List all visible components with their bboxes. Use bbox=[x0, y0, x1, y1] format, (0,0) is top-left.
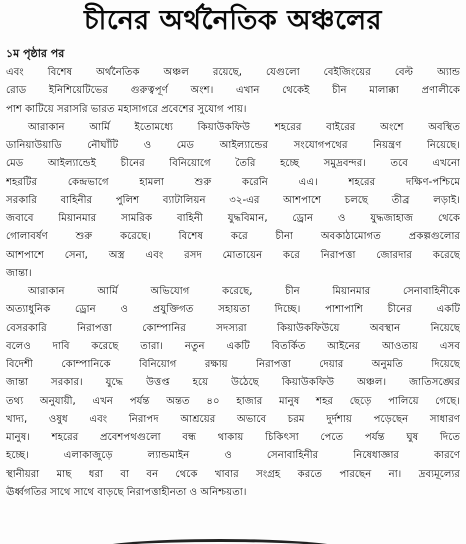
text-line: আরাকান আর্মি অভিযোগ করেছে, চীন মিয়ানমার সেনাবাহিনীকে bbox=[28, 286, 460, 297]
continued-from-label: ১ম পৃষ্ঠার পর bbox=[6, 47, 65, 60]
headline: চীনের অর্থনৈতিক অঞ্চলের bbox=[84, 5, 382, 36]
text-line: জান্তা সরকার। যুদ্ধে উত্তপ্ত হয়ে উঠেছে কিয়াউকফিউ অঞ্চল। জাতিসঙ্ঘের bbox=[6, 377, 460, 389]
next-article-edge bbox=[0, 536, 466, 544]
text-line: পাশ কাটিয়ে সরাসরি ভারত মহাসাগরে প্রবেশের সুযোগ পায়। bbox=[6, 103, 247, 115]
text-line: শহরটির কেন্দ্রভাগে হামলা শুরু করেনি এএ। শহরের দক্ষিণ-পশ্চিমে bbox=[6, 176, 460, 188]
cropped-heading-fragment bbox=[90, 539, 350, 544]
text-line: স্থানীয়রা মাছ ধরা বা বন থেকে খাবার সংগ্রহ করতে পারছেন না। দ্রব্যমূল্যের bbox=[6, 468, 460, 480]
text-line: খাদ্য, ওষুধ এবং নিরাপদ আশ্রয়ের অভাবে চরম দুর্দশায় পড়েছেন সাধারণ bbox=[6, 413, 460, 425]
text-line: এবং বিশেষ অর্থনৈতিক অঞ্চল রয়েছে, যেগুলো বেইজিংয়ের বেল্ট অ্যান্ড bbox=[6, 67, 460, 78]
text-line: সরকারি বাহিনীর পুলিশ ব্যাটালিয়ন ৩২-এর আশপাশে চলছে তীব্র লড়াই। bbox=[6, 194, 460, 206]
text-line: ঊর্ধ্বগতির সাথে সাথে বাড়ছে নিরাপত্তাহীনতা ও অনিশ্চয়তা। bbox=[6, 486, 247, 498]
paragraph-1 bbox=[6, 64, 460, 119]
text-line: মেড আইল্যান্ডেই চীনের বিনিয়োগে তৈরি হচ্ছে সমুদ্রবন্দর। তবে এখনো bbox=[6, 158, 460, 170]
text-line: তথ্য অনুযায়ী, এখন পর্যন্ত অন্তত ৪০ হাজার মানুষ শহর ছেড়ে পালিয়ে গেছে। bbox=[6, 395, 460, 407]
text-line: ডানিয়াউয়াডি নৌঘাঁটি ও মেড আইল্যান্ডের সংযোগপথের নিয়ন্ত্রণ নিয়েছে। bbox=[6, 140, 460, 151]
paragraph-2 bbox=[6, 119, 460, 283]
text-line: অত্যাধুনিক ড্রোন ও প্রযুক্তিগত সহায়তা দিচ্ছে। পাশাপাশি চীনের একটি bbox=[6, 304, 460, 316]
text-line: মানুষ। শহরের প্রবেশপথগুলো বন্ধ থাকায় চিকিৎসা পেতে পর্যন্ত ঘুষ দিতে bbox=[6, 432, 460, 443]
text-line: বেসরকারি নিরাপত্তা কোম্পানির সদস্যরা কিয়াউকফিউয়ে অবস্থান নিয়েছে bbox=[6, 322, 460, 334]
text-line: জান্তা। bbox=[6, 267, 32, 279]
text-line: আরাকান আর্মি ইতোমধ্যে কিয়াউকফিউ শহরের বাইরের অংশে অবস্থিত bbox=[28, 121, 460, 133]
text-line: রোড ইনিশিয়েটিভের গুরুত্বপূর্ণ অংশ। এখান থেকেই চীন মালাক্কা প্রণালীকে bbox=[6, 85, 460, 97]
text-line: গোলাবর্ষণ শুরু করেছে। বিশেষ করে চীনা অবকাঠামোগত প্রকল্পগুলোর bbox=[6, 231, 460, 243]
article-body bbox=[6, 64, 460, 502]
text-line: জবাবে মিয়ানমার সামরিক বাহিনী যুদ্ধবিমান, ড্রোন ও যুদ্ধজাহাজ থেকে bbox=[6, 213, 460, 224]
text-line: বিদেশী কোম্পানিকে বিনিয়োগ রক্ষায় নিরাপত্তা দেয়ার অনুমতি দিয়েছে bbox=[6, 359, 460, 370]
text-line: আশপাশে সেনা, অস্ত্র এবং রসদ মোতায়েন করে নিরাপত্তা জোরদার করেছে bbox=[6, 249, 460, 261]
text-line: বলেও দাবি করেছে তারা। নতুন একটি বিতর্কিত আইনের আওতায় এসব bbox=[6, 340, 460, 352]
text-line: হচ্ছে। এলাকাজুড়ে ল্যান্ডমাইন ও সেনাবাহিনীর নিষেধাজ্ঞার কারণে bbox=[6, 450, 460, 462]
paragraph-3 bbox=[6, 283, 460, 502]
